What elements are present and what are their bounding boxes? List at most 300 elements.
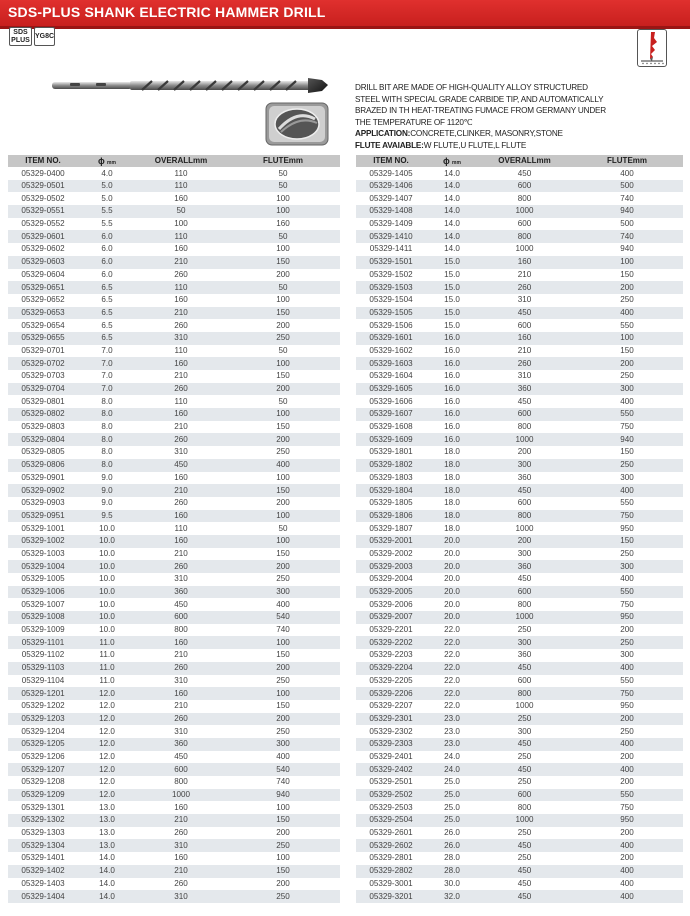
overall-length-cell: 450 bbox=[478, 865, 571, 878]
overall-length-cell: 260 bbox=[136, 319, 226, 332]
spec-table-left-body bbox=[8, 167, 340, 903]
item-no-cell: 05329-1410 bbox=[356, 230, 426, 243]
sds-badge-line1: SDS bbox=[13, 29, 28, 36]
table-row bbox=[8, 560, 340, 573]
table-row bbox=[356, 332, 683, 345]
flute-length-cell: 400 bbox=[226, 751, 340, 764]
overall-length-cell: 450 bbox=[478, 839, 571, 852]
flute-length-cell: 300 bbox=[571, 649, 683, 662]
table-row bbox=[8, 776, 340, 789]
diameter-cell: 16.0 bbox=[426, 345, 478, 358]
table-row bbox=[356, 814, 683, 827]
overall-length-cell: 1000 bbox=[478, 522, 571, 535]
table-header-row bbox=[8, 155, 340, 167]
table-row bbox=[356, 205, 683, 218]
flute-length-cell: 300 bbox=[571, 472, 683, 485]
flute-length-cell: 200 bbox=[226, 827, 340, 840]
flute-length-cell: 200 bbox=[226, 662, 340, 675]
overall-length-cell: 600 bbox=[478, 497, 571, 510]
table-row bbox=[8, 890, 340, 903]
diameter-cell: 7.0 bbox=[78, 370, 136, 383]
flute-length-cell: 400 bbox=[571, 878, 683, 891]
item-no-cell: 05329-1405 bbox=[356, 167, 426, 180]
diameter-unit: mm bbox=[107, 159, 116, 166]
table-row bbox=[356, 497, 683, 510]
table-row bbox=[356, 383, 683, 396]
product-description bbox=[355, 82, 685, 151]
diameter-unit: mm bbox=[452, 159, 461, 166]
diameter-cell: 25.0 bbox=[426, 789, 478, 802]
diameter-cell: 32.0 bbox=[426, 890, 478, 903]
overall-length-cell: 310 bbox=[136, 573, 226, 586]
overall-length-cell: 160 bbox=[136, 472, 226, 485]
table-row bbox=[8, 573, 340, 586]
table-row bbox=[8, 789, 340, 802]
flute-length-cell: 200 bbox=[226, 560, 340, 573]
flute-length-cell: 400 bbox=[571, 738, 683, 751]
item-no-cell: 05329-0704 bbox=[8, 383, 78, 396]
application-label: APPLICATION: bbox=[355, 129, 411, 138]
table-row bbox=[8, 433, 340, 446]
flute-length-cell: 740 bbox=[571, 192, 683, 205]
overall-length-cell: 210 bbox=[136, 484, 226, 497]
table-row bbox=[356, 713, 683, 726]
overall-length-cell: 310 bbox=[136, 446, 226, 459]
item-no-cell: 05329-2402 bbox=[356, 763, 426, 776]
diameter-cell: 24.0 bbox=[426, 763, 478, 776]
table-row bbox=[356, 395, 683, 408]
item-no-cell: 05329-3001 bbox=[356, 878, 426, 891]
overall-length-cell: 260 bbox=[136, 878, 226, 891]
diameter-cell: 7.0 bbox=[78, 383, 136, 396]
diameter-cell: 16.0 bbox=[426, 357, 478, 370]
flute-length-cell: 150 bbox=[226, 256, 340, 269]
flute-length-cell: 400 bbox=[571, 484, 683, 497]
diameter-cell: 16.0 bbox=[426, 383, 478, 396]
flute-length-cell: 50 bbox=[226, 522, 340, 535]
flute-length-cell: 250 bbox=[571, 636, 683, 649]
overall-length-cell: 160 bbox=[136, 243, 226, 256]
flute-length-cell: 740 bbox=[226, 776, 340, 789]
item-no-cell: 05329-1605 bbox=[356, 383, 426, 396]
flute-length-cell: 300 bbox=[226, 738, 340, 751]
overall-length-cell: 450 bbox=[478, 738, 571, 751]
item-no-cell: 05329-2002 bbox=[356, 548, 426, 561]
diameter-cell: 11.0 bbox=[78, 675, 136, 688]
item-no-cell: 05329-2204 bbox=[356, 662, 426, 675]
diameter-cell: 22.0 bbox=[426, 687, 478, 700]
flute-length-cell: 400 bbox=[571, 763, 683, 776]
item-no-cell: 05329-2007 bbox=[356, 611, 426, 624]
table-row bbox=[356, 624, 683, 637]
diameter-cell: 26.0 bbox=[426, 827, 478, 840]
diameter-cell: 12.0 bbox=[78, 776, 136, 789]
diameter-cell: 12.0 bbox=[78, 700, 136, 713]
spec-table-right bbox=[356, 155, 683, 903]
overall-length-cell: 450 bbox=[478, 307, 571, 320]
item-no-cell: 05329-0603 bbox=[8, 256, 78, 269]
application-line bbox=[355, 128, 685, 140]
table-row bbox=[356, 535, 683, 548]
item-no-cell: 05329-1101 bbox=[8, 636, 78, 649]
diameter-cell: 18.0 bbox=[426, 497, 478, 510]
overall-length-cell: 800 bbox=[478, 230, 571, 243]
item-no-cell: 05329-1504 bbox=[356, 294, 426, 307]
item-no-cell: 05329-1304 bbox=[8, 839, 78, 852]
table-row bbox=[356, 878, 683, 891]
overall-length-cell: 160 bbox=[136, 852, 226, 865]
flute-length-cell: 200 bbox=[571, 357, 683, 370]
flute-length-cell: 250 bbox=[226, 839, 340, 852]
diameter-cell: 7.0 bbox=[78, 357, 136, 370]
item-no-cell: 05329-1302 bbox=[8, 814, 78, 827]
flute-length-cell: 100 bbox=[226, 852, 340, 865]
table-row bbox=[356, 256, 683, 269]
flute-length-cell: 100 bbox=[226, 510, 340, 523]
table-row bbox=[356, 167, 683, 180]
diameter-cell: 9.0 bbox=[78, 472, 136, 485]
overall-length-cell: 450 bbox=[478, 763, 571, 776]
flute-length-cell: 200 bbox=[571, 751, 683, 764]
overall-length-cell: 360 bbox=[136, 738, 226, 751]
table-row bbox=[8, 408, 340, 421]
overall-length-cell: 160 bbox=[136, 801, 226, 814]
overall-length-cell: 1000 bbox=[478, 243, 571, 256]
diameter-cell: 8.0 bbox=[78, 446, 136, 459]
item-no-cell: 05329-1801 bbox=[356, 446, 426, 459]
diameter-cell: 11.0 bbox=[78, 649, 136, 662]
desc-line-4: THE TEMPERATURE OF 1120℃ bbox=[355, 117, 473, 127]
table-row bbox=[356, 586, 683, 599]
flute-length-cell: 250 bbox=[226, 332, 340, 345]
item-no-cell: 05329-1201 bbox=[8, 687, 78, 700]
table-row bbox=[356, 865, 683, 878]
diameter-cell: 14.0 bbox=[426, 230, 478, 243]
flute-length-cell: 50 bbox=[226, 180, 340, 193]
flute-length-cell: 400 bbox=[571, 865, 683, 878]
overall-length-cell: 200 bbox=[478, 535, 571, 548]
item-no-cell: 05329-0802 bbox=[8, 408, 78, 421]
overall-length-cell: 210 bbox=[136, 548, 226, 561]
item-no-cell: 05329-1402 bbox=[8, 865, 78, 878]
overall-length-cell: 800 bbox=[478, 801, 571, 814]
diameter-cell: 18.0 bbox=[426, 484, 478, 497]
table-row bbox=[356, 573, 683, 586]
overall-length-cell: 800 bbox=[136, 624, 226, 637]
item-no-cell: 05329-0651 bbox=[8, 281, 78, 294]
table-row bbox=[8, 675, 340, 688]
item-no-cell: 05329-2203 bbox=[356, 649, 426, 662]
diameter-cell: 16.0 bbox=[426, 421, 478, 434]
flute-length-cell: 750 bbox=[571, 510, 683, 523]
item-no-cell: 05329-1303 bbox=[8, 827, 78, 840]
drill-bit-icon bbox=[637, 29, 667, 67]
item-no-cell: 05329-1604 bbox=[356, 370, 426, 383]
diameter-cell: 14.0 bbox=[78, 852, 136, 865]
flute-length-cell: 150 bbox=[571, 535, 683, 548]
diameter-cell: 6.0 bbox=[78, 243, 136, 256]
flute-length-cell: 200 bbox=[571, 852, 683, 865]
overall-length-cell: 310 bbox=[136, 332, 226, 345]
diameter-cell: 12.0 bbox=[78, 738, 136, 751]
overall-length-cell: 260 bbox=[136, 269, 226, 282]
flute-length-cell: 100 bbox=[571, 256, 683, 269]
brand-emblem-icon bbox=[265, 101, 329, 147]
flute-length-cell: 550 bbox=[571, 586, 683, 599]
flute-length-cell: 950 bbox=[571, 814, 683, 827]
diameter-cell: 23.0 bbox=[426, 713, 478, 726]
item-no-cell: 05329-0654 bbox=[8, 319, 78, 332]
flute-length-cell: 100 bbox=[226, 687, 340, 700]
table-row bbox=[8, 586, 340, 599]
item-no-cell: 05329-1003 bbox=[8, 548, 78, 561]
page-header bbox=[0, 0, 690, 26]
diameter-cell: 10.0 bbox=[78, 598, 136, 611]
overall-length-cell: 250 bbox=[478, 713, 571, 726]
overall-length-cell: 450 bbox=[136, 598, 226, 611]
diameter-cell: 16.0 bbox=[426, 332, 478, 345]
overall-length-cell: 600 bbox=[478, 675, 571, 688]
item-no-cell: 05329-0552 bbox=[8, 218, 78, 231]
item-no-cell: 05329-1205 bbox=[8, 738, 78, 751]
flute-length-cell: 150 bbox=[226, 548, 340, 561]
table-row bbox=[8, 421, 340, 434]
flute-length-cell: 250 bbox=[226, 675, 340, 688]
flute-length-cell: 150 bbox=[226, 484, 340, 497]
overall-length-cell: 210 bbox=[136, 307, 226, 320]
item-no-cell: 05329-1806 bbox=[356, 510, 426, 523]
diameter-cell: 14.0 bbox=[426, 180, 478, 193]
table-row bbox=[356, 789, 683, 802]
diameter-cell: 20.0 bbox=[426, 535, 478, 548]
diameter-cell: 15.0 bbox=[426, 307, 478, 320]
item-no-cell: 05329-1007 bbox=[8, 598, 78, 611]
flute-length-cell: 150 bbox=[226, 814, 340, 827]
table-row bbox=[356, 294, 683, 307]
item-no-cell: 05329-0501 bbox=[8, 180, 78, 193]
diameter-cell: 6.5 bbox=[78, 319, 136, 332]
overall-length-cell: 50 bbox=[136, 205, 226, 218]
item-no-cell: 05329-2303 bbox=[356, 738, 426, 751]
flute-length-cell: 940 bbox=[571, 205, 683, 218]
table-row bbox=[356, 598, 683, 611]
flute-length-cell: 750 bbox=[571, 598, 683, 611]
item-no-cell: 05329-1002 bbox=[8, 535, 78, 548]
overall-length-cell: 450 bbox=[478, 395, 571, 408]
table-row bbox=[8, 256, 340, 269]
table-row bbox=[8, 878, 340, 891]
table-row bbox=[8, 472, 340, 485]
item-no-cell: 05329-2501 bbox=[356, 776, 426, 789]
table-row bbox=[356, 192, 683, 205]
diameter-cell: 23.0 bbox=[426, 738, 478, 751]
flute-length-cell: 200 bbox=[571, 713, 683, 726]
diameter-cell: 15.0 bbox=[426, 319, 478, 332]
overall-length-cell: 110 bbox=[136, 180, 226, 193]
table-row bbox=[8, 535, 340, 548]
sds-plus-badge bbox=[9, 27, 32, 46]
item-no-cell: 05329-1004 bbox=[8, 560, 78, 573]
flute-length-cell: 200 bbox=[571, 776, 683, 789]
table-row bbox=[8, 624, 340, 637]
diameter-cell: 10.0 bbox=[78, 522, 136, 535]
diameter-cell: 14.0 bbox=[78, 865, 136, 878]
item-no-cell: 05329-1102 bbox=[8, 649, 78, 662]
table-row bbox=[8, 230, 340, 243]
overall-length-cell: 260 bbox=[478, 357, 571, 370]
table-row bbox=[356, 230, 683, 243]
diameter-symbol: ϕ bbox=[98, 155, 105, 166]
item-no-cell: 05329-1203 bbox=[8, 713, 78, 726]
diameter-cell: 8.0 bbox=[78, 408, 136, 421]
item-no-cell: 05329-0701 bbox=[8, 345, 78, 358]
table-row bbox=[356, 839, 683, 852]
item-no-cell: 05329-2802 bbox=[356, 865, 426, 878]
overall-length-cell: 260 bbox=[136, 497, 226, 510]
diameter-cell: 18.0 bbox=[426, 522, 478, 535]
flute-length-cell: 400 bbox=[571, 167, 683, 180]
item-no-cell: 05329-1408 bbox=[356, 205, 426, 218]
item-no-cell: 05329-0803 bbox=[8, 421, 78, 434]
item-no-cell: 05329-2502 bbox=[356, 789, 426, 802]
diameter-cell: 9.5 bbox=[78, 510, 136, 523]
item-no-cell: 05329-1503 bbox=[356, 281, 426, 294]
overall-length-cell: 1000 bbox=[136, 789, 226, 802]
flute-length-cell: 950 bbox=[571, 700, 683, 713]
table-row bbox=[8, 307, 340, 320]
overall-length-cell: 160 bbox=[478, 332, 571, 345]
item-no-cell: 05329-1407 bbox=[356, 192, 426, 205]
flute-length-cell: 540 bbox=[226, 611, 340, 624]
item-no-cell: 05329-1505 bbox=[356, 307, 426, 320]
table-row bbox=[8, 662, 340, 675]
spec-table-left bbox=[8, 155, 340, 903]
overall-length-cell: 160 bbox=[136, 408, 226, 421]
overall-length-cell: 110 bbox=[136, 345, 226, 358]
flute-length-cell: 100 bbox=[226, 294, 340, 307]
diameter-cell: 23.0 bbox=[426, 725, 478, 738]
overall-length-cell: 360 bbox=[478, 383, 571, 396]
item-no-cell: 05329-0951 bbox=[8, 510, 78, 523]
header-stripe bbox=[0, 26, 690, 29]
flute-length-header: FLUTEmm bbox=[571, 155, 683, 167]
item-no-cell: 05329-0804 bbox=[8, 433, 78, 446]
diameter-cell: 25.0 bbox=[426, 801, 478, 814]
overall-length-cell: 1000 bbox=[478, 205, 571, 218]
flute-length-cell: 400 bbox=[571, 839, 683, 852]
flute-length-cell: 200 bbox=[226, 319, 340, 332]
table-row bbox=[356, 370, 683, 383]
overall-length-cell: 360 bbox=[478, 472, 571, 485]
table-row bbox=[8, 357, 340, 370]
table-row bbox=[356, 890, 683, 903]
flute-length-cell: 50 bbox=[226, 395, 340, 408]
table-row bbox=[8, 713, 340, 726]
overall-length-cell: 210 bbox=[136, 649, 226, 662]
item-no-cell: 05329-1601 bbox=[356, 332, 426, 345]
overall-length-cell: 600 bbox=[478, 180, 571, 193]
table-row bbox=[356, 421, 683, 434]
overall-length-cell: 260 bbox=[136, 560, 226, 573]
overall-length-cell: 800 bbox=[136, 776, 226, 789]
table-row bbox=[356, 801, 683, 814]
overall-length-cell: 600 bbox=[478, 586, 571, 599]
overall-length-cell: 160 bbox=[136, 294, 226, 307]
flute-length-cell: 250 bbox=[226, 890, 340, 903]
overall-length-cell: 260 bbox=[136, 713, 226, 726]
diameter-cell: 20.0 bbox=[426, 560, 478, 573]
diameter-cell: 18.0 bbox=[426, 472, 478, 485]
item-no-cell: 05329-1802 bbox=[356, 459, 426, 472]
table-row bbox=[356, 345, 683, 358]
item-no-cell: 05329-0601 bbox=[8, 230, 78, 243]
diameter-cell: 25.0 bbox=[426, 776, 478, 789]
table-row bbox=[8, 738, 340, 751]
item-no-cell: 05329-1206 bbox=[8, 751, 78, 764]
table-row bbox=[356, 459, 683, 472]
flute-length-cell: 150 bbox=[571, 269, 683, 282]
item-no-cell: 05329-0805 bbox=[8, 446, 78, 459]
overall-length-cell: 450 bbox=[478, 484, 571, 497]
overall-length-cell: 800 bbox=[478, 510, 571, 523]
flute-length-cell: 100 bbox=[226, 535, 340, 548]
flute-length-cell: 150 bbox=[571, 345, 683, 358]
diameter-cell: 16.0 bbox=[426, 433, 478, 446]
item-no-cell: 05329-2602 bbox=[356, 839, 426, 852]
flute-length-cell: 400 bbox=[571, 662, 683, 675]
flute-length-cell: 500 bbox=[571, 180, 683, 193]
overall-length-cell: 600 bbox=[136, 611, 226, 624]
item-no-header: ITEM NO. bbox=[356, 155, 426, 167]
item-no-cell: 05329-1008 bbox=[8, 611, 78, 624]
item-no-cell: 05329-0703 bbox=[8, 370, 78, 383]
flute-length-cell: 200 bbox=[226, 433, 340, 446]
table-row bbox=[8, 218, 340, 231]
overall-length-cell: 100 bbox=[136, 218, 226, 231]
item-no-cell: 05329-0604 bbox=[8, 269, 78, 282]
item-no-cell: 05329-0806 bbox=[8, 459, 78, 472]
diameter-cell: 14.0 bbox=[78, 890, 136, 903]
overall-length-cell: 160 bbox=[136, 192, 226, 205]
item-no-cell: 05329-1411 bbox=[356, 243, 426, 256]
item-no-cell: 05329-1406 bbox=[356, 180, 426, 193]
item-no-cell: 05329-2302 bbox=[356, 725, 426, 738]
table-row bbox=[8, 459, 340, 472]
diameter-cell: 10.0 bbox=[78, 611, 136, 624]
overall-length-cell: 310 bbox=[478, 294, 571, 307]
flute-length-cell: 750 bbox=[571, 801, 683, 814]
diameter-cell: 20.0 bbox=[426, 573, 478, 586]
table-row bbox=[8, 598, 340, 611]
diameter-cell: 10.0 bbox=[78, 560, 136, 573]
diameter-cell: 12.0 bbox=[78, 687, 136, 700]
item-no-cell: 05329-1009 bbox=[8, 624, 78, 637]
diameter-cell: 6.0 bbox=[78, 269, 136, 282]
overall-length-cell: 110 bbox=[136, 395, 226, 408]
item-no-cell: 05329-1609 bbox=[356, 433, 426, 446]
flute-length-cell: 400 bbox=[571, 573, 683, 586]
diameter-cell: 16.0 bbox=[426, 395, 478, 408]
flute-length-cell: 100 bbox=[226, 192, 340, 205]
overall-length-cell: 360 bbox=[136, 586, 226, 599]
diameter-cell: 15.0 bbox=[426, 269, 478, 282]
flute-length-cell: 550 bbox=[571, 408, 683, 421]
table-row bbox=[8, 243, 340, 256]
flute-length-cell: 200 bbox=[226, 383, 340, 396]
item-no-cell: 05329-0801 bbox=[8, 395, 78, 408]
overall-length-cell: 160 bbox=[136, 510, 226, 523]
table-row bbox=[8, 269, 340, 282]
